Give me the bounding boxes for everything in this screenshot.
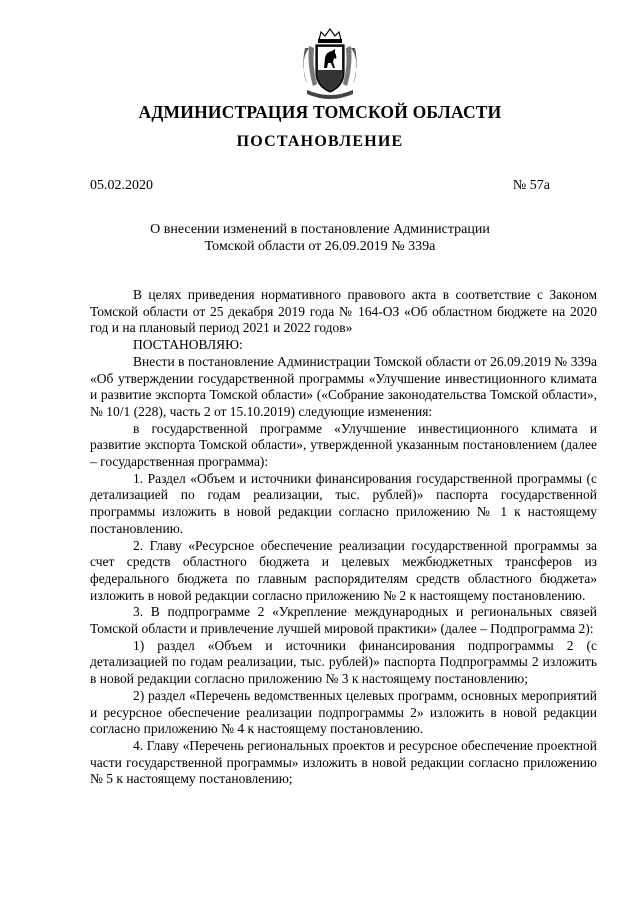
document-date: 05.02.2020 xyxy=(90,178,153,193)
document-body xyxy=(90,287,597,788)
document-subject xyxy=(90,221,550,255)
paragraph-preamble: В целях приведения нормативного правового акта в соответствие с Законом Томской области от 25 декабря 2019 года № 164-ОЗ «Об областном бюджете на 2020 год и на плановый период 2021 и 2022 годов» xyxy=(90,287,597,336)
subject-line-1: О внесении изменений в постановление Администрации xyxy=(150,222,490,237)
document-number: № 57а xyxy=(512,178,550,193)
paragraph-program-intro: в государственной программе «Улучшение инвестиционного климата и развитие экспорта Томской области», утвержденной указанным постановлением (далее – государственная программа): xyxy=(90,420,597,470)
paragraph-item-3-2: 2) раздел «Перечень ведомственных целевых программ, основных мероприятий и ресурсное обеспечение реализации подпрограммы 2» изложить в новой редакции согласно приложению № 4 к настоящему постановлению. xyxy=(90,687,597,737)
paragraph-item-4: 4. Главу «Перечень региональных проектов и ресурсное обеспечение проектной части государственной программы» изложить в новой редакции согласно приложению № 5 к настоящему постановлению; xyxy=(90,737,597,787)
document-type: ПОСТАНОВЛЕНИЕ xyxy=(236,133,404,150)
paragraph-item-3: 3. В подпрограмме 2 «Укрепление международных и региональных связей Томской области и привлечение лучшей мировой практики» (далее – Подпрограмма 2): xyxy=(90,604,597,637)
subject-line-2: Томской области от 26.09.2019 № 339а xyxy=(204,239,436,254)
paragraph-item-2: 2. Главу «Ресурсное обеспечение реализации государственной программы за счет средств областного бюджета и целевых межбюджетных трансферов из федерального бюджета по главным распорядителям средств областного бюджета» изложить в новой редакции согласно приложению № 2 к настоящему постановлению. xyxy=(90,537,597,603)
paragraph-resolve: ПОСТАНОВЛЯЮ: xyxy=(133,337,243,353)
paragraph-item-1: 1. Раздел «Объем и источники финансирования государственной программы (с детализацией по годам реализации, тыс. рублей)» паспорта государственной программы изложить в новой редакции согласно приложению № 1 к настоящему постановлению. xyxy=(90,470,597,536)
organization-title: АДМИНИСТРАЦИЯ ТОМСКОЙ ОБЛАСТИ xyxy=(138,102,502,122)
paragraph-amend-intro: Внести в постановление Администрации Томской области от 26.09.2019 № 339а «Об утверждении государственной программы «Улучшение инвестиционного климата и развитие экспорта Томской области» («Собрание законодательства Томской области», № 10/1 (228), часть 2 от 15.10.2019) следующие изменения: xyxy=(90,353,597,419)
tomsk-coat-of-arms-icon xyxy=(299,26,361,100)
paragraph-item-3-1: 1) раздел «Объем и источники финансирования подпрограммы 2 (с детализацией по годам реализации, тыс. рублей)» паспорта Подпрограммы 2 изложить в новой редакции согласно приложению № 3 к настоящему постановлению; xyxy=(90,637,597,687)
